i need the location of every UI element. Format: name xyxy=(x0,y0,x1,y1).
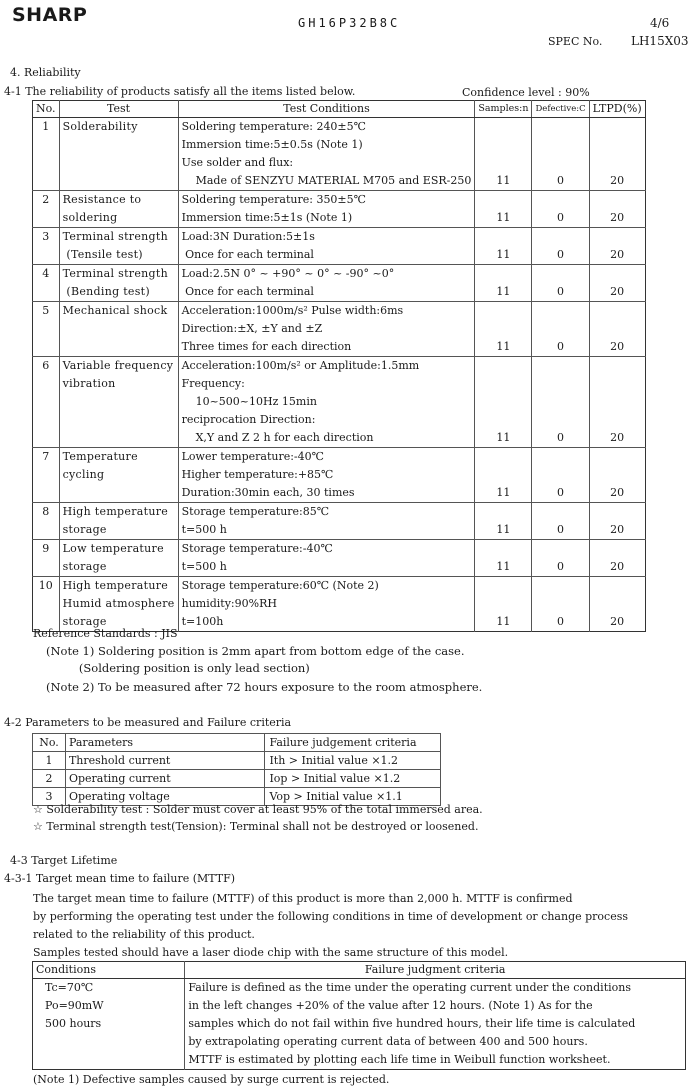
condition-line: Immersion time:5±1s (Note 1) xyxy=(181,211,353,224)
samples-value: 11 xyxy=(475,228,532,265)
defective-value: 0 xyxy=(532,118,589,191)
ltpd-value: 20 xyxy=(589,265,645,302)
condition-line: 10~500~10Hz 15min xyxy=(181,395,317,408)
paragraph-line: Samples tested should have a laser diode chip with the same structure of this model. xyxy=(33,946,509,959)
table-header xyxy=(33,101,646,118)
condition-power: Po=90mW xyxy=(45,999,104,1012)
paragraph-line: The target mean time to failure (MTTF) of this product is more than 2,000 h. MTTF is confirmed xyxy=(33,892,573,905)
criteria-line: by extrapolating operating current data of between 400 and 500 hours. xyxy=(188,1035,588,1048)
condition-line: t=500 h xyxy=(181,560,227,573)
test-name-line: Terminal strength xyxy=(62,267,168,280)
table-row xyxy=(33,770,441,788)
col-criteria: Failure judgement criteria xyxy=(265,734,441,752)
defective-value: 0 xyxy=(532,191,589,228)
table-row xyxy=(33,191,646,228)
condition-line: t=100h xyxy=(181,615,224,628)
row-number: 8 xyxy=(33,503,60,540)
criteria-value: Vop > Initial value ×1.1 xyxy=(265,788,441,806)
test-name-line: Low temperature xyxy=(62,542,164,555)
condition-line: X,Y and Z 2 h for each direction xyxy=(181,431,374,444)
defective-value: 0 xyxy=(532,228,589,265)
ltpd-value: 20 xyxy=(589,448,645,503)
table-row xyxy=(33,357,646,448)
row-number: 5 xyxy=(33,302,60,357)
test-name-line: storage xyxy=(62,615,107,628)
defective-value: 0 xyxy=(532,357,589,448)
table-row xyxy=(33,228,646,265)
condition-line: t=500 h xyxy=(181,523,227,536)
col-samples: Samples:n xyxy=(475,101,532,118)
table-row xyxy=(33,577,646,632)
test-name-line: Humid atmosphere xyxy=(62,597,175,610)
col-criteria: Failure judgment criteria xyxy=(185,962,686,979)
test-conditions xyxy=(178,118,475,191)
criteria-value: Iop > Initial value ×1.2 xyxy=(265,770,441,788)
col-test: Test xyxy=(59,101,178,118)
condition-line: Duration:30min each, 30 times xyxy=(181,486,355,499)
test-name xyxy=(59,228,178,265)
test-name xyxy=(59,191,178,228)
section-title: 4. Reliability xyxy=(10,66,81,79)
condition-line: Load:3N Duration:5±1s xyxy=(181,230,315,243)
test-name xyxy=(59,357,178,448)
test-name-line: High temperature xyxy=(62,505,169,518)
col-parameters: Parameters xyxy=(65,734,264,752)
condition-line: Storage temperature:85℃ xyxy=(181,505,330,518)
test-conditions xyxy=(178,265,475,302)
note-1: (Note 1) Soldering position is 2mm apart from bottom edge of the case. xyxy=(46,644,465,658)
criteria-line: samples which do not fail within five hundred hours, their life time is calculated xyxy=(188,1017,636,1030)
note-2: (Note 2) To be measured after 72 hours exposure to the room atmosphere. xyxy=(46,680,483,694)
condition-line: Lower temperature:-40℃ xyxy=(181,450,324,463)
condition-line: Use solder and flux: xyxy=(181,156,294,169)
criteria-value: Ith > Initial value ×1.2 xyxy=(265,752,441,770)
col-ltpd: LTPD(%) xyxy=(589,101,645,118)
row-number: 2 xyxy=(33,191,60,228)
test-name-line: storage xyxy=(62,560,107,573)
star-note-terminal: ☆ Terminal strength test(Tension): Terminal shall not be destroyed or loosened. xyxy=(33,820,479,833)
parameters-table xyxy=(32,733,441,806)
test-name-line: Resistance to xyxy=(62,193,142,206)
test-name-line: vibration xyxy=(62,377,116,390)
test-name-line: (Tensile test) xyxy=(62,248,143,261)
table-row xyxy=(33,752,441,770)
table-row xyxy=(33,503,646,540)
condition-line: Frequency: xyxy=(181,377,245,390)
col-defective: Defective:C xyxy=(532,101,589,118)
test-conditions xyxy=(178,357,475,448)
row-number: 9 xyxy=(33,540,60,577)
col-conditions: Test Conditions xyxy=(178,101,475,118)
star-note-solderability: ☆ Solderability test : Solder must cover at least 95% of the total immersed area. xyxy=(33,803,483,816)
condition-line: Soldering temperature: 240±5℃ xyxy=(181,120,366,133)
samples-value: 11 xyxy=(475,265,532,302)
ltpd-value: 20 xyxy=(589,228,645,265)
samples-value: 11 xyxy=(475,577,532,632)
row-number: 10 xyxy=(33,577,60,632)
test-name-line: (Bending test) xyxy=(62,285,150,298)
reliability-table xyxy=(32,100,646,632)
sharp-logo: SHARP xyxy=(12,4,88,26)
condition-line: Load:2.5N 0° ~ +90° ~ 0° ~ -90° ~0° xyxy=(181,267,395,280)
row-number: 6 xyxy=(33,357,60,448)
samples-value: 11 xyxy=(475,503,532,540)
confidence-level: Confidence level : 90% xyxy=(462,86,590,99)
conditions-cell xyxy=(33,979,185,1070)
defective-value: 0 xyxy=(532,577,589,632)
criteria-cell xyxy=(185,979,686,1070)
table-row xyxy=(33,265,646,302)
test-name-line: soldering xyxy=(62,211,118,224)
table-row xyxy=(33,302,646,357)
row-number: 4 xyxy=(33,265,60,302)
condition-line: Direction:±X, ±Y and ±Z xyxy=(181,322,323,335)
page-number: 4/6 xyxy=(650,16,670,30)
table-row xyxy=(33,118,646,191)
samples-value: 11 xyxy=(475,448,532,503)
test-name xyxy=(59,265,178,302)
condition-line: Made of SENZYU MATERIAL M705 and ESR-250 xyxy=(181,174,472,187)
row-number: 3 xyxy=(33,788,66,806)
condition-line: Acceleration:1000m/s² Pulse width:6ms xyxy=(181,304,404,317)
test-conditions xyxy=(178,302,475,357)
defective-value: 0 xyxy=(532,265,589,302)
subsection-title: 4-3 Target Lifetime xyxy=(10,854,118,867)
ltpd-value: 20 xyxy=(589,191,645,228)
defective-value: 0 xyxy=(532,540,589,577)
condition-line: Acceleration:100m/s² or Amplitude:1.5mm xyxy=(181,359,420,372)
test-name xyxy=(59,577,178,632)
test-name-line: Temperature xyxy=(62,450,138,463)
samples-value: 11 xyxy=(475,191,532,228)
row-number: 2 xyxy=(33,770,66,788)
row-number: 3 xyxy=(33,228,60,265)
criteria-line: in the left changes +20% of the value after 12 hours. (Note 1) As for the xyxy=(188,999,593,1012)
condition-line: reciprocation Direction: xyxy=(181,413,316,426)
ltpd-value: 20 xyxy=(589,302,645,357)
spec-label: SPEC No. xyxy=(548,35,603,48)
row-number: 1 xyxy=(33,752,66,770)
samples-value: 11 xyxy=(475,302,532,357)
condition-line: Storage temperature:-40℃ xyxy=(181,542,333,555)
test-name xyxy=(59,503,178,540)
criteria-line: Failure is defined as the time under the operating current under the conditions xyxy=(188,981,631,994)
lifetime-table xyxy=(32,961,686,1070)
model-number: GH16P32B8C xyxy=(298,16,401,30)
test-conditions xyxy=(178,228,475,265)
condition-line: Three times for each direction xyxy=(181,340,352,353)
note-1-cont: (Soldering position is only lead section) xyxy=(46,661,310,675)
test-name-line: Variable frequency xyxy=(62,359,174,372)
test-name-line: storage xyxy=(62,523,107,536)
ltpd-value: 20 xyxy=(589,357,645,448)
footnote: (Note 1) Defective samples caused by surge current is rejected. xyxy=(33,1073,390,1086)
defective-value: 0 xyxy=(532,448,589,503)
parameter-name: Operating voltage xyxy=(65,788,264,806)
defective-value: 0 xyxy=(532,503,589,540)
condition-line: Higher temperature:+85℃ xyxy=(181,468,334,481)
paragraph-line: by performing the operating test under the following conditions in time of development or change process xyxy=(33,910,629,923)
test-name xyxy=(59,540,178,577)
ltpd-value: 20 xyxy=(589,118,645,191)
condition-line: Immersion time:5±0.5s (Note 1) xyxy=(181,138,363,151)
criteria-line: MTTF is estimated by plotting each life time in Weibull function worksheet. xyxy=(188,1053,611,1066)
parameter-name: Operating current xyxy=(65,770,264,788)
table-header xyxy=(33,962,686,979)
samples-value: 11 xyxy=(475,540,532,577)
samples-value: 11 xyxy=(475,118,532,191)
test-conditions xyxy=(178,503,475,540)
test-name-line: Terminal strength xyxy=(62,230,168,243)
test-name-line: High temperature xyxy=(62,579,169,592)
parameter-name: Threshold current xyxy=(65,752,264,770)
samples-value: 11 xyxy=(475,357,532,448)
spec-number: LH15X03 xyxy=(631,34,689,48)
condition-duration: 500 hours xyxy=(45,1017,102,1030)
table-row xyxy=(33,448,646,503)
reference-standards: Reference Standards : JIS xyxy=(33,627,178,640)
row-number: 1 xyxy=(33,118,60,191)
test-name xyxy=(59,302,178,357)
test-name xyxy=(59,448,178,503)
test-conditions xyxy=(178,448,475,503)
test-conditions xyxy=(178,540,475,577)
subsection-title: 4-2 Parameters to be measured and Failure criteria xyxy=(4,716,292,729)
test-name xyxy=(59,118,178,191)
test-conditions xyxy=(178,577,475,632)
condition-line: humidity:90%RH xyxy=(181,597,277,610)
table-row xyxy=(33,540,646,577)
test-conditions xyxy=(178,191,475,228)
ltpd-value: 20 xyxy=(589,503,645,540)
ltpd-value: 20 xyxy=(589,577,645,632)
subsection-title: 4-1 The reliability of products satisfy all the items listed below. xyxy=(4,85,356,98)
test-name-line: cycling xyxy=(62,468,105,481)
condition-temp: Tc=70℃ xyxy=(45,981,94,994)
defective-value: 0 xyxy=(532,302,589,357)
condition-line: Once for each terminal xyxy=(181,285,314,298)
condition-line: Soldering temperature: 350±5℃ xyxy=(181,193,366,206)
table-header xyxy=(33,734,441,752)
condition-line: Once for each terminal xyxy=(181,248,314,261)
test-name-line: Solderability xyxy=(62,120,138,133)
test-name-line: Mechanical shock xyxy=(62,304,168,317)
table-row xyxy=(33,979,686,1070)
paragraph-line: related to the reliability of this product. xyxy=(33,928,255,941)
col-conditions: Conditions xyxy=(33,962,185,979)
col-no: No. xyxy=(33,734,66,752)
row-number: 7 xyxy=(33,448,60,503)
condition-line: Storage temperature:60℃ (Note 2) xyxy=(181,579,379,592)
ltpd-value: 20 xyxy=(589,540,645,577)
subsubsection-title: 4-3-1 Target mean time to failure (MTTF) xyxy=(4,872,236,885)
col-no: No. xyxy=(33,101,60,118)
